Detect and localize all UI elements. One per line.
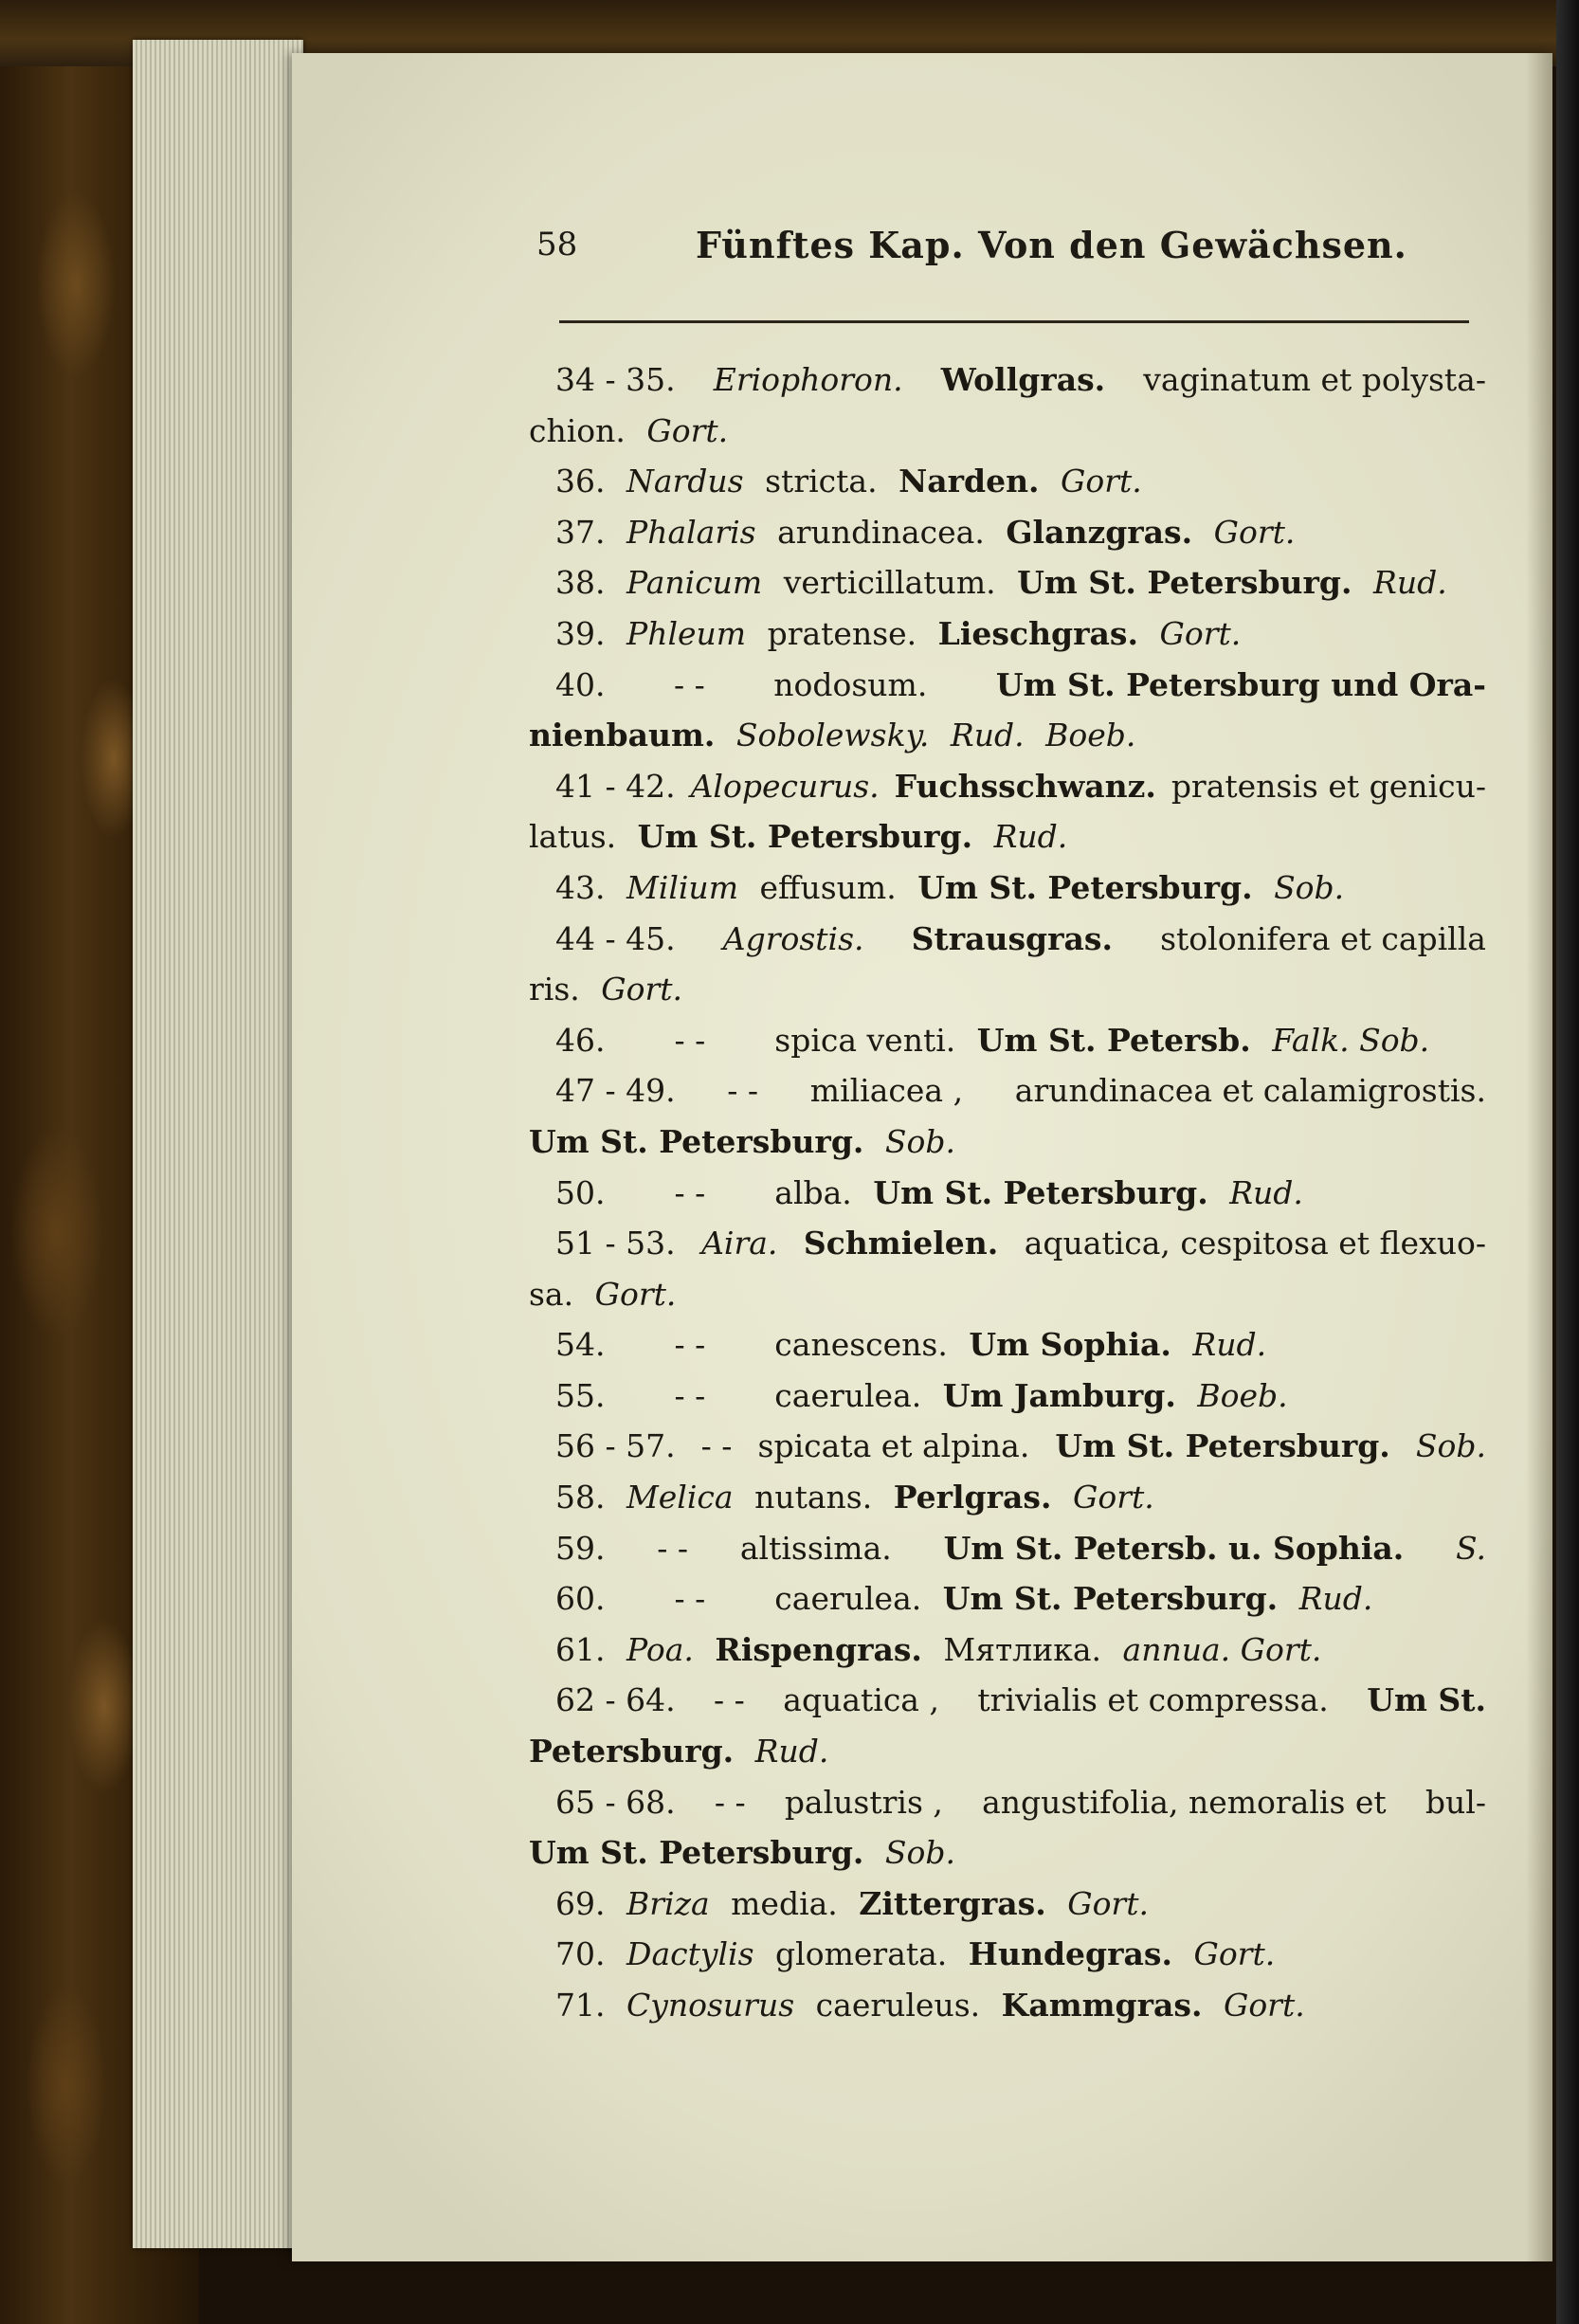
list-line: 37. Phalaris arundinacea. Glanzgras. Gort. bbox=[555, 513, 1296, 551]
list-line: 46. - - spica venti. Um St. Petersb. Falk. Sob. bbox=[555, 1021, 1430, 1059]
list-line: 62 - 64. - - aquatica , trivialis et compressa. Um St. bbox=[555, 1681, 1486, 1719]
list-line: 50. - - alba. Um St. Petersburg. Rud. bbox=[555, 1173, 1303, 1211]
list-line: 60. - - caerulea. Um St. Petersburg. Rud. bbox=[555, 1580, 1373, 1618]
list-line: nienbaum. Sobolewsky. Rud. Boeb. bbox=[529, 717, 1136, 754]
book-cover-right bbox=[1556, 0, 1579, 2324]
book-page bbox=[292, 53, 1552, 2261]
list-line: 44 - 45. Agrostis. Strausgras. stolonifera et capilla bbox=[555, 919, 1486, 957]
page-header bbox=[536, 226, 1579, 282]
species-list bbox=[529, 354, 1486, 2031]
list-line: ris. Gort. bbox=[529, 971, 683, 1008]
list-line: Um St. Petersburg. Sob. bbox=[529, 1834, 955, 1872]
list-line: 56 - 57. - - spicata et alpina. Um St. Petersburg. Sob. bbox=[555, 1427, 1486, 1465]
page-edges bbox=[133, 40, 303, 2248]
list-line: latus. Um St. Petersburg. Rud. bbox=[529, 818, 1068, 856]
running-title: Fünftes Kap. Von den Gewächsen. bbox=[696, 224, 1407, 266]
page-number: 58 bbox=[536, 226, 578, 263]
list-line: Petersburg. Rud. bbox=[529, 1733, 829, 1770]
list-line: 43. Milium effusum. Um St. Petersburg. Sob. bbox=[555, 868, 1345, 906]
header-rule bbox=[559, 320, 1469, 323]
list-line: 55. - - caerulea. Um Jamburg. Boeb. bbox=[555, 1376, 1288, 1414]
list-line: 41 - 42. Alopecurus. Fuchsschwanz. pratensis et genicu- bbox=[555, 767, 1486, 805]
list-line: 36. Nardus stricta. Narden. Gort. bbox=[555, 463, 1142, 500]
list-line: 58. Melica nutans. Perlgras. Gort. bbox=[555, 1479, 1154, 1516]
list-line: 39. Phleum pratense. Lieschgras. Gort. bbox=[555, 614, 1242, 652]
list-line: 40. - - nodosum. Um St. Petersburg und Ora- bbox=[555, 665, 1486, 703]
list-line: chion. Gort. bbox=[529, 411, 729, 449]
list-line: Um St. Petersburg. Sob. bbox=[529, 1122, 955, 1160]
list-line: 59. - - altissima. Um St. Petersb. u. Sophia. S. bbox=[555, 1529, 1486, 1567]
list-line: 47 - 49. - - miliacea , arundinacea et calamigrostis. bbox=[555, 1072, 1486, 1110]
list-line: 54. - - canescens. Um Sophia. Rud. bbox=[555, 1326, 1267, 1364]
list-line: 70. Dactylis glomerata. Hundegras. Gort. bbox=[555, 1935, 1276, 1973]
list-line: 71. Cynosurus caeruleus. Kammgras. Gort. bbox=[555, 1987, 1305, 2024]
list-line: 38. Panicum verticillatum. Um St. Petersburg. Rud. bbox=[555, 564, 1447, 602]
list-line: 51 - 53. Aira. Schmielen. aquatica, cespitosa et flexuo- bbox=[555, 1225, 1486, 1262]
list-line: 69. Briza media. Zittergras. Gort. bbox=[555, 1884, 1149, 1922]
list-line: sa. Gort. bbox=[529, 1275, 677, 1313]
list-line: 61. Poa. Rispengras. Мятлика. annua. Gort. bbox=[555, 1630, 1322, 1668]
page-gutter bbox=[1526, 53, 1552, 2261]
list-line: 34 - 35. Eriophoron. Wollgras. vaginatum et polysta- bbox=[555, 361, 1486, 398]
list-line: 65 - 68. - - palustris , angustifolia, nemoralis et bul- bbox=[555, 1783, 1486, 1821]
